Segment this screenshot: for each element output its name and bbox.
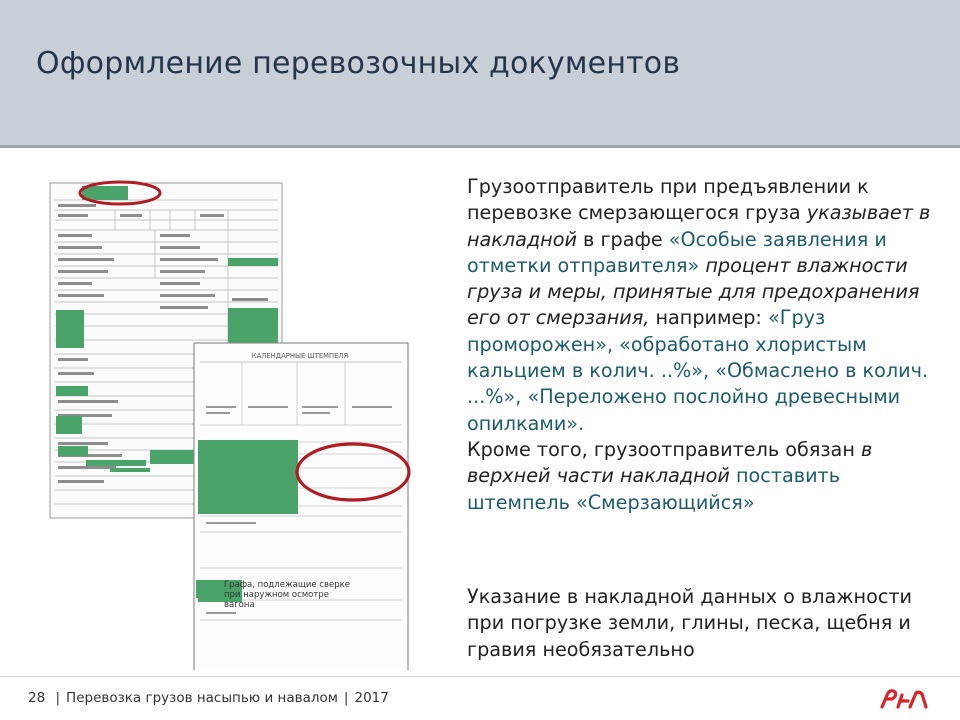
text-run-10: поставить: [729, 464, 841, 488]
slide-title: Оформление перевозочных документов: [36, 46, 681, 81]
rzd-logo-icon: [878, 685, 930, 713]
footer-separator: |: [343, 690, 349, 706]
text-run-9: в верхней части накладной: [467, 437, 873, 488]
text-run-8: Кроме того, грузоотправитель обязан: [467, 437, 861, 461]
waybill-back-sheet: [194, 343, 409, 670]
main-paragraph: [467, 174, 947, 516]
text-run-7: «Груз проморожен», «обработано хлористым кальцием в колич. ..%», «Обмаслено в колич. ...%», «Переложено послойно древесными опилками».: [467, 306, 929, 435]
text-run-6: например:: [649, 306, 768, 330]
text-run-1: Грузоотправитель при предъявлении к перевозке смерзающегося груза: [467, 175, 869, 225]
bottom-label-text: Графа, подлежащие сверке при наружном осмотре вагона: [224, 580, 350, 610]
text-run-5: процент влажности груза и меры, принятые для предохранения его от смерзания,: [467, 253, 920, 330]
text-run-4: «Особые заявления и отметки отправителя»: [467, 227, 887, 277]
text-run-3: в графе: [576, 227, 669, 251]
footer-divider: [0, 676, 960, 677]
course-name: Перевозка грузов насыпью и навалом: [66, 690, 338, 706]
year: 2017: [354, 690, 389, 706]
footer-separator: |: [55, 690, 61, 706]
slide-header: [0, 0, 960, 148]
bottom-label-block: [196, 578, 356, 610]
page-number: 28: [28, 690, 46, 706]
note-paragraph: Указание в накладной данных о влажности при погрузке земли, глины, песка, щебня и гравия необязательно: [467, 585, 913, 661]
text-run-11: штемпель «Смерзающийся»: [467, 490, 755, 514]
slide-footer: [28, 690, 389, 706]
calendar-stamps-header: КАЛЕНДАРНЫЕ ШТЕМПЕЛЯ: [251, 352, 349, 360]
text-run-2: указывает в накладной: [467, 201, 931, 251]
